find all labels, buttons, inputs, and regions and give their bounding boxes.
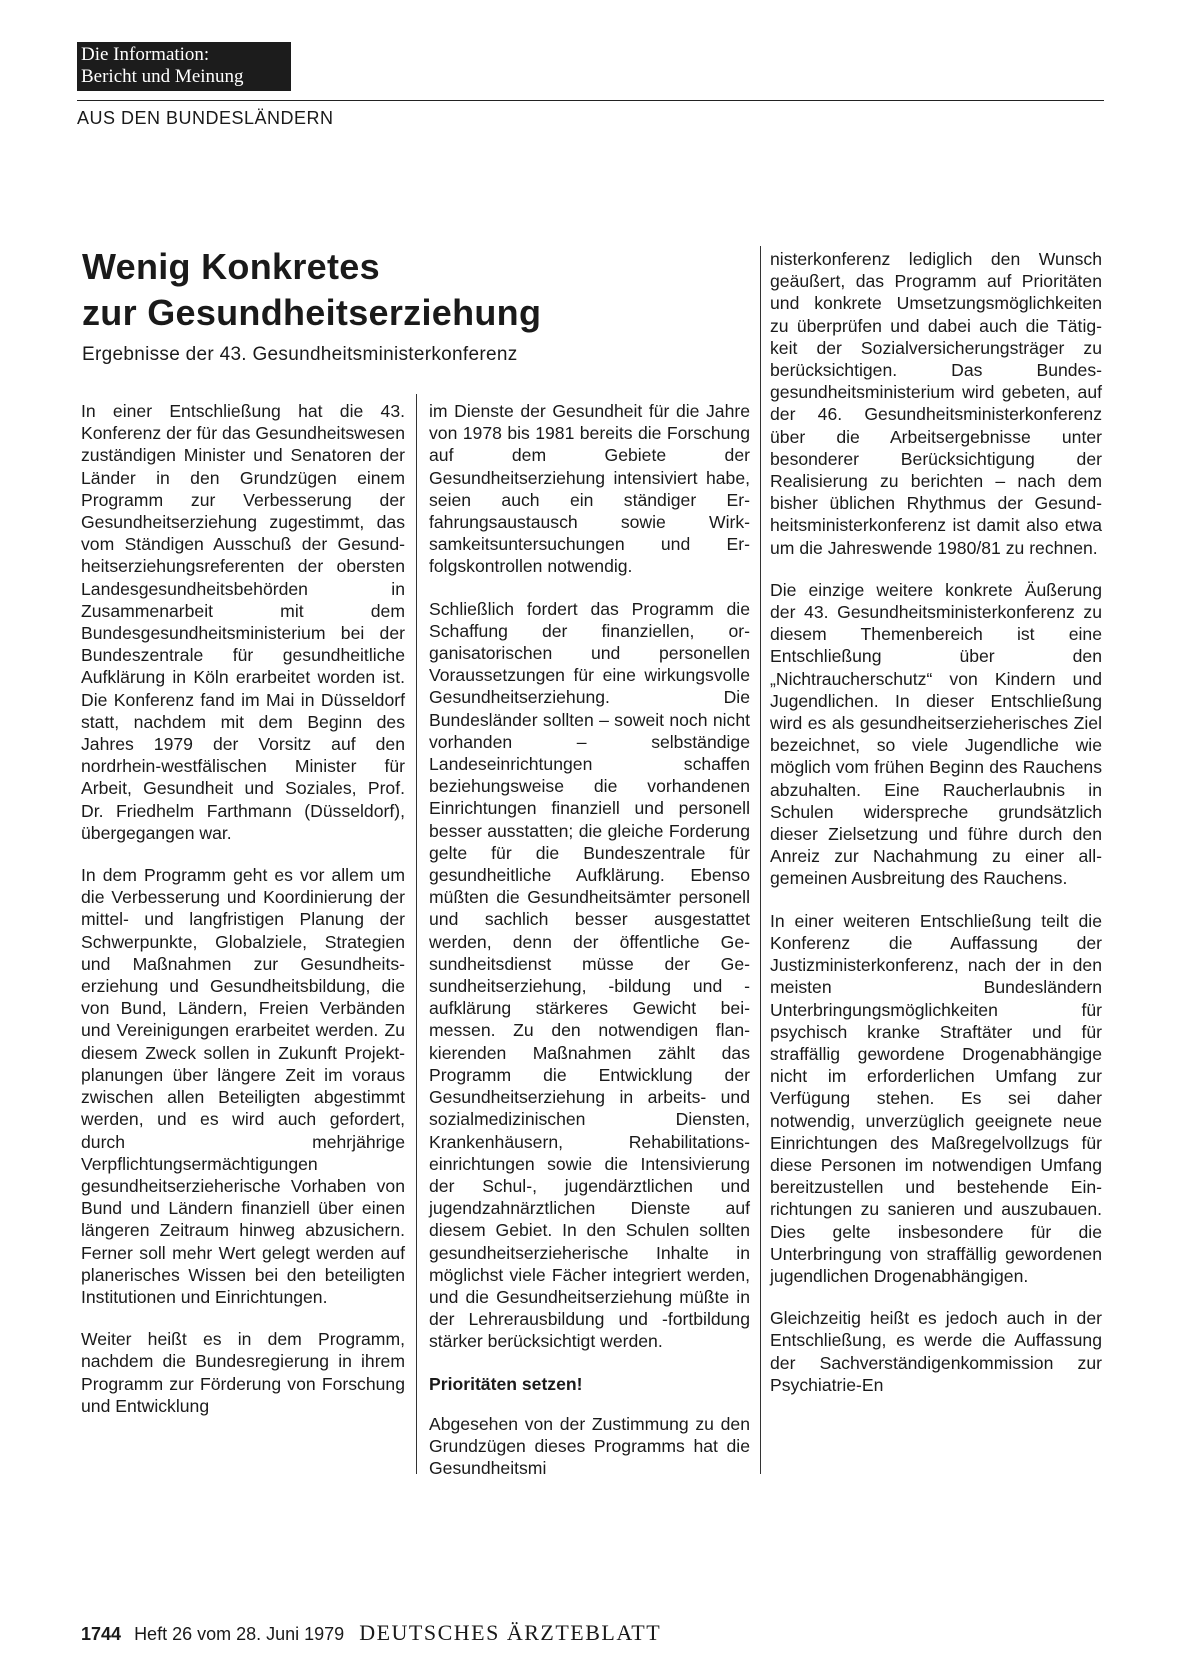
paragraph: im Dienste der Gesundheit für die Jahre von 1978 bis 1981 bereits die Forschung auf dem Gebiete der Gesundheitserziehung intensiviert habe, seien auch ein ständiger Erfahrungsaustausch sowie Wirksamkeitsuntersuchungen und Erfolgskontrollen notwendig. <box>429 401 750 577</box>
paragraph: nisterkonferenz lediglich den Wunsch geäußert, das Programm auf Prioritäten und konkrete Umsetzungsmöglichkeiten zu überprüfen und dabei auch die Tätigkeit der Sozialversicherungsträger zu berücksichtigen. Das Bundesgesundheitsministerium wird gebeten, auf der 46. Gesundheitsministerkonferenz über die Arbeitsergebnisse unter besonderer Berücksichtigung der Realisierung zu berichten – nach dem bisher üblichen Rhythmus der Gesundheitsministerkonferenz ist damit also etwa um die Jahreswende 1980/81 zu rechnen. <box>770 249 1102 558</box>
title-line-1: Wenig Konkretes <box>82 246 380 287</box>
paragraph: Schließlich fordert das Programm die Schaffung der finanziellen, organisatorischen und personellen Voraussetzungen für eine wirkungsvolle Gesundheitserziehung. Die Bundesländer sollten – soweit noch nicht vorhanden – selbständige Landeseinrichtungen schaffen beziehungsweise die vorhandenen Einrichtungen finanziell und personell besser ausstatten; die gleiche Forderung gelte für die Bundeszentrale für gesundheitliche Aufklärung. Ebenso müßten die Gesundheitsämter personell und sachlich besser ausgestattet werden, denn der öffentliche Gesundheitsdienst müsse der Gesundheitserziehung, -bildung und -aufklärung stärkeres Gewicht beimessen. Zu den notwendigen flankierenden Maßnahmen zählt das Programm die Entwicklung der Gesundheitserziehung in arbeits- und sozialmedizinischen Diensten, Krankenhäusern, Rehabilitationseinrichtungen sowie die Intensivierung der Schul-, jugendärztlichen und jugendzahnärztlichen Dienste auf diesem Gebiet. In den Schulen sollten gesundheitserzieherische Inhalte in möglichst viele Fächer integriert werden, und die Gesundheitserziehung müßte in der Lehrerausbildung und -fortbildung stärker berücksichtigt werden. <box>429 598 750 1352</box>
column-divider <box>416 394 417 1474</box>
column-1 <box>81 400 405 1437</box>
paragraph: In dem Programm geht es vor allem um die Verbesserung und Koordinierung der mittel- und langfristigen Planung der Schwerpunkte, Globalziele, Strategien und Maßnahmen zur Gesundheitserziehung und Gesundheitsbildung, die von Bund, Ländern, Freien Verbänden und Vereinigungen erarbeitet werden. Zu diesem Zweck sollen in Zukunft Projektplanungen über längere Zeit im voraus zwischen allen Beteiligten abgestimmt werden, und es wird auch gefordert, durch mehrjährige Verpflichtungsermächtigungen gesundheitserzieherische Vorhaben von Bund und Ländern finanziell über einen längeren Zeitraum hinweg abzusichern. Ferner soll mehr Wert gelegt werden auf planerisches Wissen bei den beteiligten Institutionen und Einrichtungen. <box>81 865 405 1307</box>
page-footer <box>81 1620 661 1646</box>
journal-name: DEUTSCHES ÄRZTEBLATT <box>359 1620 662 1645</box>
paragraph: Die einzige weitere konkrete Äußerung der 43. Gesundheitsministerkonferenz zu diesem Themenbereich ist eine Entschließung über den „Nichtraucherschutz“ von Kindern und Jugendlichen. In dieser Entschließung wird es als gesundheitserzieherisches Ziel bezeichnet, so viele Jugendliche wie möglich vom frühen Beginn des Rauchens abzuhalten. Eine Raucherlaubnis in Schulen widerspreche grundsätzlich dieser Zielsetzung und führe durch den Anreiz zur Nachahmung zu einer allgemeinen Ausbreitung des Rauchens. <box>770 579 1102 889</box>
column-divider <box>760 246 761 1474</box>
page-number: 1744 <box>81 1624 122 1644</box>
rubric-box <box>77 42 291 91</box>
paragraph: Abgesehen von der Zustimmung zu den Grundzügen dieses Programms hat die Gesundheitsmi <box>429 1413 750 1478</box>
title-line-2: zur Gesundheitserziehung <box>82 292 542 333</box>
paragraph: Gleichzeitig heißt es jedoch auch in der Entschließung, es werde die Auffassung der Sachverständigenkommission zur Psychiatrie-En <box>770 1308 1102 1395</box>
paragraph: Weiter heißt es in dem Programm, nachdem die Bundesregierung in ihrem Programm zur Förderung von Forschung und Entwicklung <box>81 1329 405 1416</box>
article-subtitle: Ergebnisse der 43. Gesundheitsministerkonferenz <box>82 344 518 365</box>
issue-info: Heft 26 vom 28. Juni 1979 <box>134 1624 345 1644</box>
section-label: AUS DEN BUNDESLÄNDERN <box>77 108 334 128</box>
rubric-line-2: Bericht und Meinung <box>81 66 244 87</box>
rubric-line-1: Die Information: <box>81 44 210 65</box>
paragraph: In einer Entschließung hat die 43. Konferenz der für das Gesundheitswesen zuständigen Minister und Senatoren der Länder in den Grundzügen einem Programm zur Verbesserung der Gesundheitserziehung zugestimmt, das vom Ständigen Ausschuß der Gesundheitserziehungsreferenten der obersten Landesgesundheitsbehörden in Zusammenarbeit mit dem Bundesgesundheitsministerium bei der Bundeszentrale für gesundheitliche Aufklärung in Köln erarbeitet worden ist. Die Konferenz fand im Mai in Düsseldorf statt, nachdem mit dem Beginn des Jahres 1979 der Vorsitz auf den nordrhein-westfälischen Minister für Arbeit, Gesundheit und Soziales, Prof. Dr. Friedhelm Farthmann (Düsseldorf), übergegangen war. <box>81 401 405 843</box>
subheading: Prioritäten setzen! <box>429 1373 583 1394</box>
column-2 <box>429 400 750 1499</box>
column-3 <box>770 248 1102 1416</box>
paragraph: In einer weiteren Entschließung teilt die Konferenz die Auffassung der Justizministerkonferenz, nach der in den meisten Bundesländern Unterbringungsmöglichkeiten für psychisch kranke Straftäter und für straffällig gewordene Drogenabhängige nicht im erforderlichen Umfang zur Verfügung stehen. Es sei daher notwendig, unverzüglich geeignete neue Einrichtungen des Maßregelvollzugs für diese Personen im notwendigen Umfang bereitzustellen und bestehende Einrichtungen zu sanieren und auszubauen. Dies gelte insbesondere für die Unterbringung von straffällig gewordenen jugendlichen Drogenabhängigen. <box>770 910 1102 1286</box>
article-title <box>82 244 722 336</box>
header-rule <box>77 100 1104 101</box>
